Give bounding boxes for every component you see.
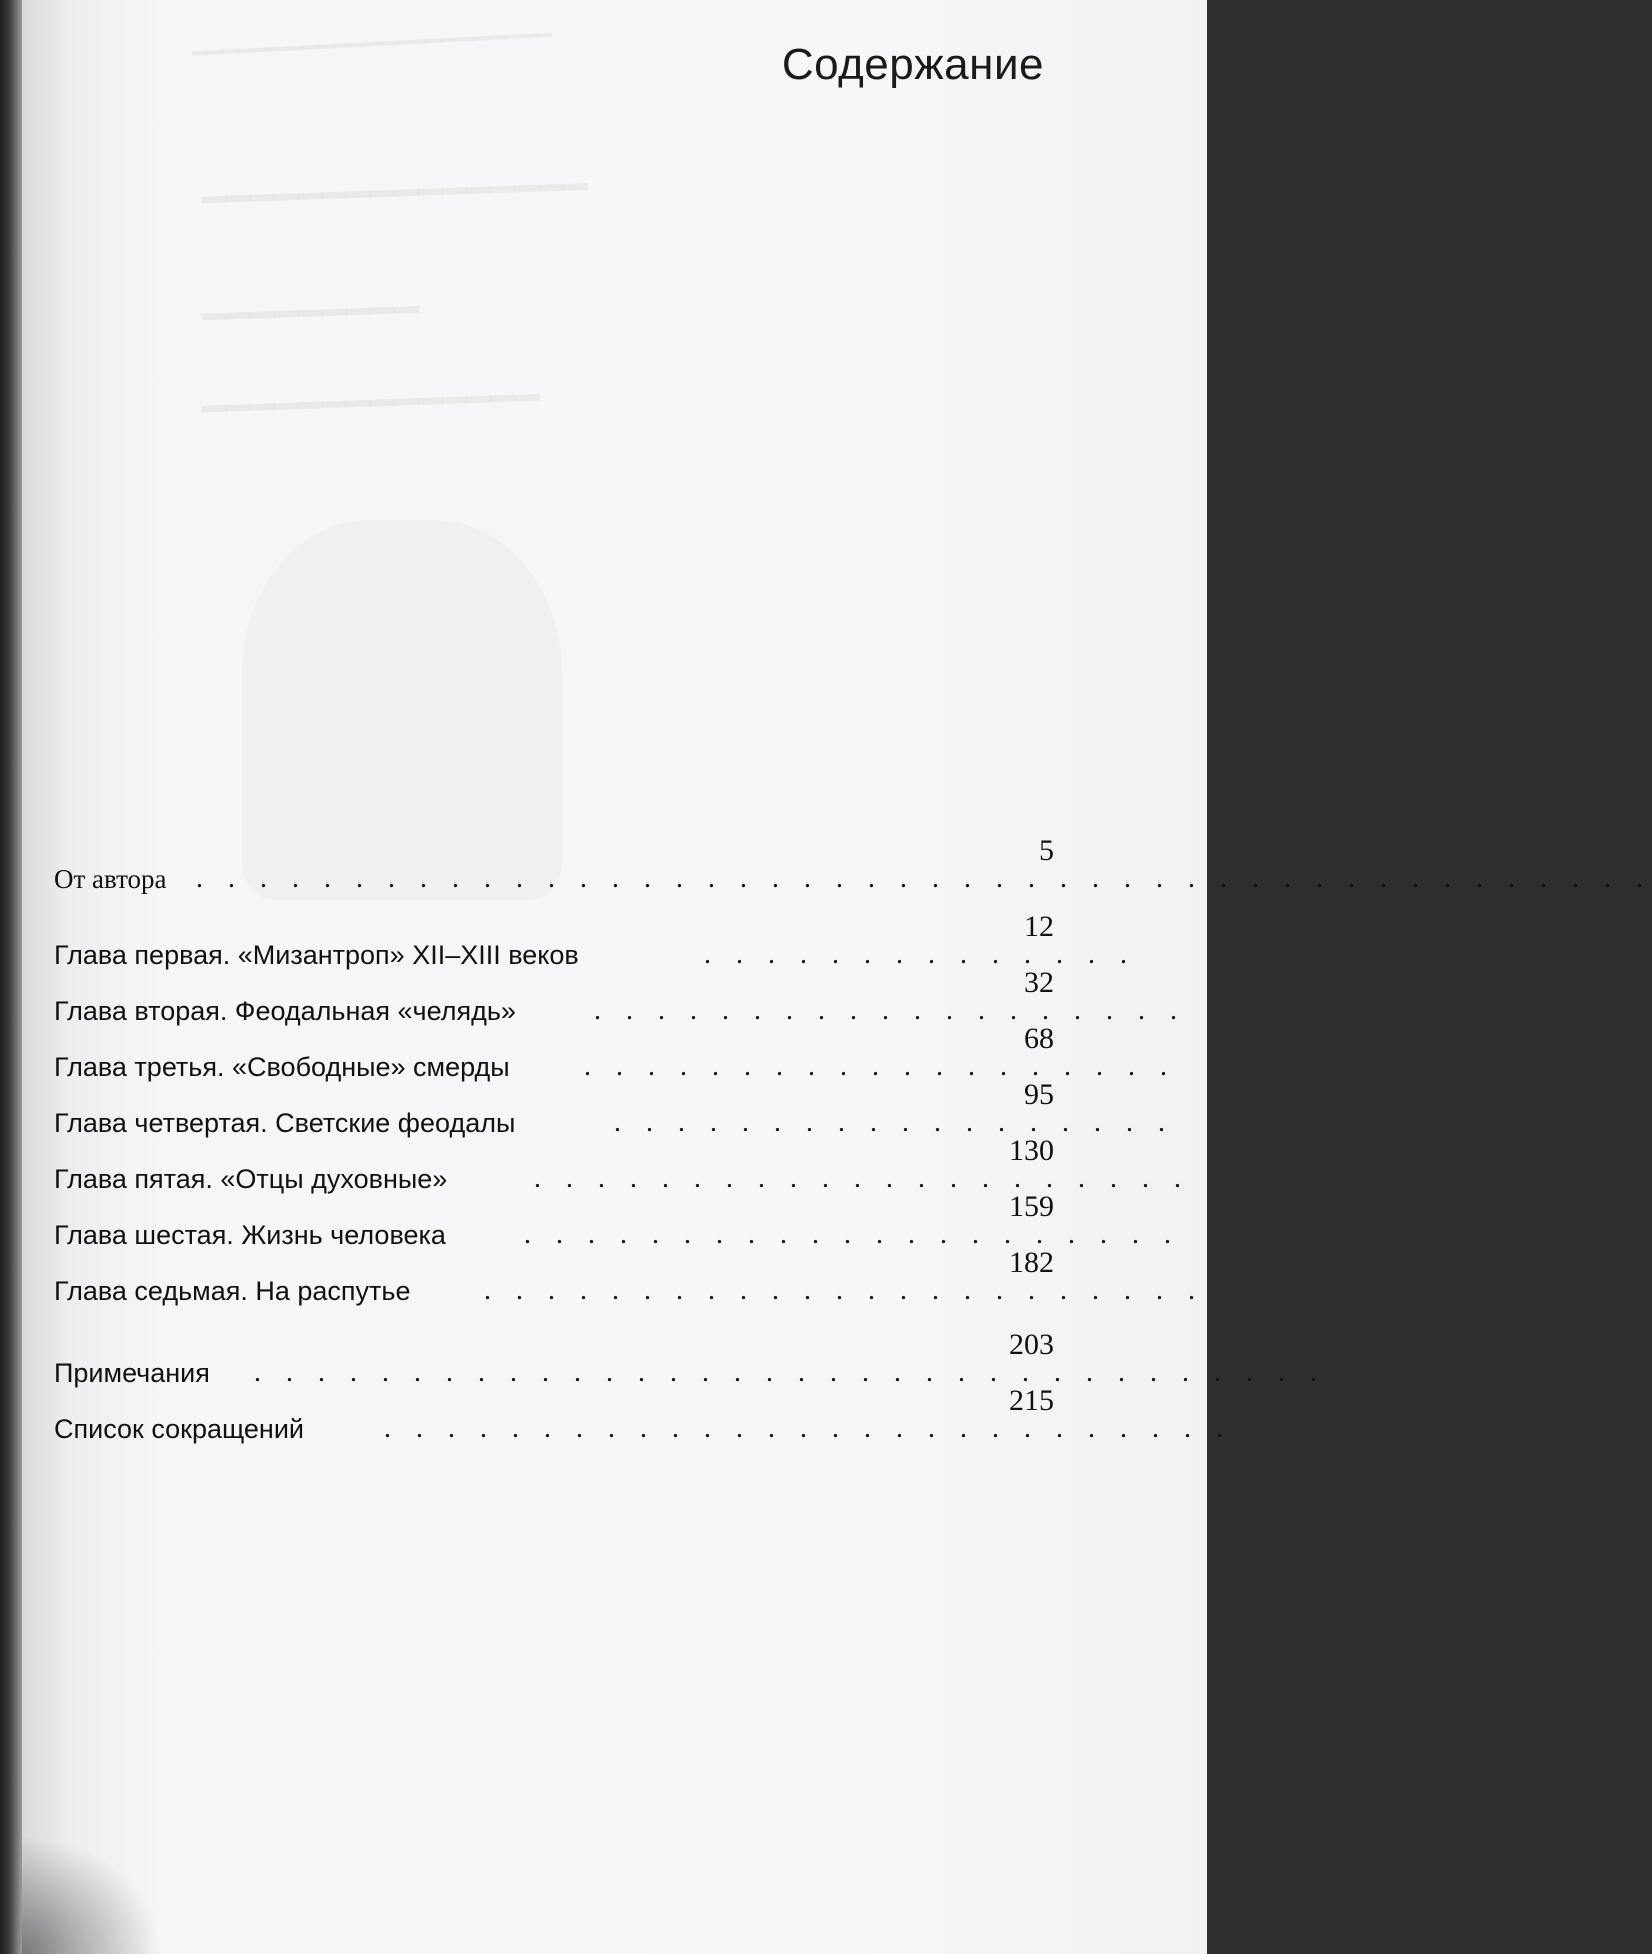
show-through-text: ━━━━━━━━━━━━━━━━: [201, 164, 588, 223]
toc-leader-dots: . . . . . . . . . . . . . . . . . . . . . . . . . . . . . . . . . .: [254, 1357, 1326, 1388]
toc-entry-label: Глава первая. «Мизантроп» XII–XIII веков: [54, 940, 579, 970]
toc-entry-page: 130: [1009, 1134, 1054, 1167]
toc-entry-chapter-2: [54, 966, 1186, 1026]
show-through-text: ━━━━━━━━━━━━━━━━━━━━━━━: [191, 20, 553, 69]
toc-entry-page: 12: [1024, 910, 1054, 943]
toc-entry-chapter-1: [54, 910, 1136, 970]
toc-leader-dots: . . . . . . . . . . . . . . . . . . .: [594, 995, 1186, 1026]
page-corner-shadow: [22, 1834, 162, 1954]
toc-entry-page: 95: [1024, 1078, 1054, 1111]
toc-entry-author-foreword: [54, 834, 1652, 894]
toc-entry-label: Глава третья. «Свободные» смерды: [54, 1052, 510, 1082]
toc-leader-dots: . . . . . . . . . . . . . . . . . . . . . . . . . . . . . . . . . . . . . . . . . . . . . .: [196, 863, 1652, 894]
toc-entry-chapter-6: [54, 1190, 1180, 1250]
toc-entry-notes: [54, 1328, 1326, 1388]
toc-leader-dots: . . . . . . . . . . . . . . . . . . .: [584, 1051, 1176, 1082]
toc-leader-dots: . . . . . . . . . . . . . . . . . . . . .: [524, 1219, 1180, 1250]
toc-leader-dots: . . . . . . . . . . . . . .: [704, 939, 1136, 970]
show-through-text: ━━━━━━━━━━━━━━: [201, 375, 540, 432]
toc-entry-label: Глава шестая. Жизнь человека: [54, 1220, 446, 1250]
toc-entry-label: Список сокращений: [54, 1414, 305, 1444]
toc-entry-abbreviations: [54, 1384, 1232, 1444]
show-through-text: ━━━━━━━━━: [201, 287, 420, 340]
toc-entry-page: 159: [1009, 1190, 1054, 1223]
toc-entry-page: 5: [1039, 834, 1054, 867]
toc-entry-page: 182: [1009, 1246, 1054, 1279]
toc-leader-dots: . . . . . . . . . . . . . . . . . . . . .: [534, 1163, 1190, 1194]
toc-entry-label: Глава вторая. Феодальная «челядь»: [54, 996, 516, 1026]
toc-entry-label: Глава пятая. «Отцы духовные»: [54, 1164, 448, 1194]
page-title: Содержание: [781, 40, 1044, 89]
toc-leader-dots: . . . . . . . . . . . . . . . . . . . . . . . . . . .: [384, 1413, 1232, 1444]
toc-entry-chapter-4: [54, 1078, 1174, 1138]
toc-entry-page: 68: [1024, 1022, 1054, 1055]
toc-entry-chapter-3: [54, 1022, 1176, 1082]
toc-entry-label: Глава четвертая. Светские феодалы: [54, 1108, 516, 1138]
book-page: [22, 0, 1652, 1954]
page-spine-edge: [0, 0, 22, 1954]
toc-leader-dots: . . . . . . . . . . . . . . . . . .: [614, 1107, 1174, 1138]
table-of-contents: [34, 0, 1652, 1954]
toc-entry-page: 32: [1024, 966, 1054, 999]
toc-entry-page: 215: [1009, 1384, 1054, 1417]
toc-entry-label: От автора: [54, 864, 167, 894]
toc-entry-label: Примечания: [54, 1358, 210, 1388]
toc-entry-label: Глава седьмая. На распутье: [54, 1276, 411, 1306]
toc-leader-dots: . . . . . . . . . . . . . . . . . . . . . . .: [484, 1275, 1204, 1306]
toc-entry-chapter-5: [54, 1134, 1190, 1194]
toc-entry-page: 203: [1009, 1328, 1054, 1361]
toc-entry-chapter-7: [54, 1246, 1204, 1306]
